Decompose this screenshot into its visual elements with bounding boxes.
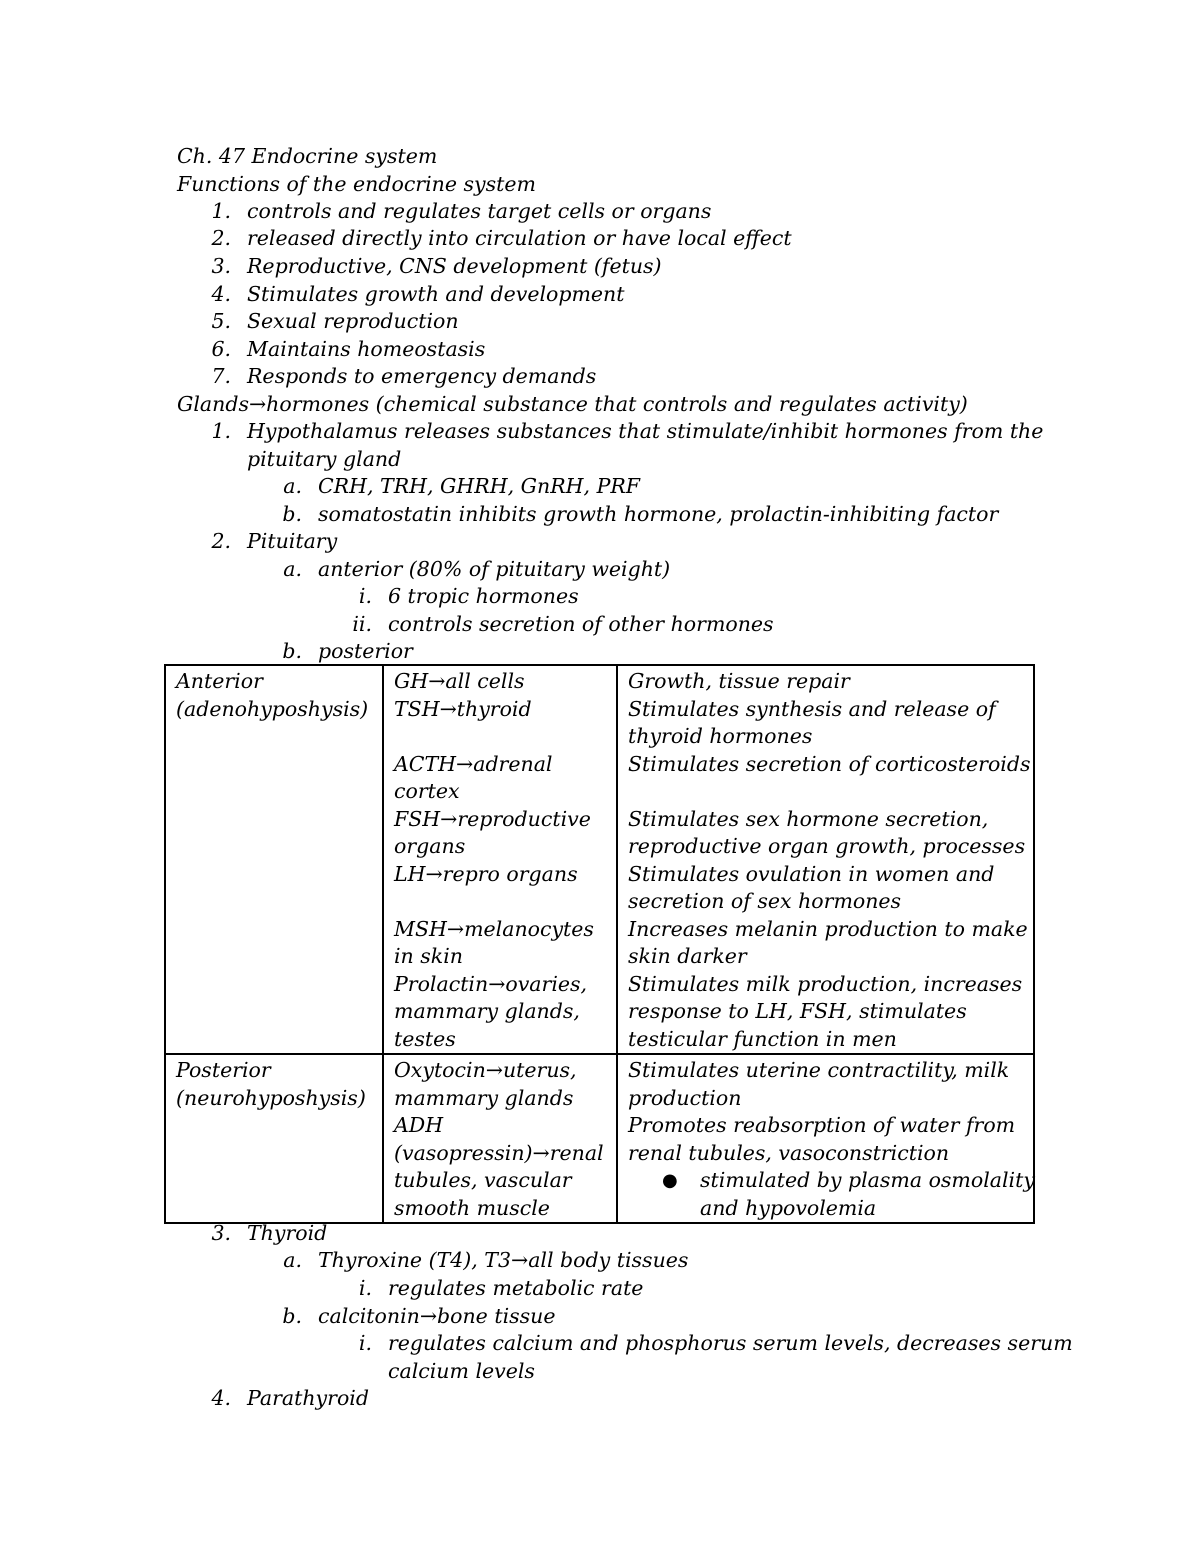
list-text-continuation: pituitary gland	[247, 447, 402, 471]
list-number: 2.	[211, 226, 231, 250]
list-text: anterior (80% of pituitary weight)	[318, 557, 671, 581]
pituitary-hormone-table	[164, 664, 1035, 1224]
list-text: Pituitary	[247, 529, 338, 553]
cell-line: Increases melanin production to make	[628, 916, 1028, 941]
cell-line: Stimulates secretion of corticosteroids	[628, 751, 1031, 776]
cell-line: smooth muscle	[394, 1195, 550, 1220]
lobe-name: Anterior	[176, 669, 263, 693]
cell-line: secretion of sex hormones	[628, 889, 902, 913]
cell-line: ACTH→adrenal	[394, 751, 553, 776]
list-text: CRH, TRH, GHRH, GnRH, PRF	[318, 474, 641, 498]
list-number: 3.	[211, 254, 231, 278]
cell-line: testicular function in men	[628, 1026, 897, 1051]
effect-cell	[617, 665, 1034, 1054]
list-text: released directly into circulation or have local effect	[247, 226, 792, 250]
cell-line: mammary glands,	[394, 999, 580, 1023]
cell-line: Promotes reabsorption of water from	[628, 1113, 1016, 1137]
cell-line: Stimulates milk production, increases	[628, 971, 1023, 996]
cell-line: Stimulates sex hormone secretion,	[628, 806, 989, 831]
cell-line	[628, 778, 1023, 806]
list-text: regulates metabolic rate	[388, 1276, 644, 1300]
cell-line: TSH→thyroid	[394, 696, 532, 721]
list-roman: i.	[358, 1331, 372, 1355]
list-number: 1.	[211, 419, 231, 443]
list-number: 7.	[211, 364, 231, 388]
cell-line: renal tubules, vasoconstriction	[628, 1140, 950, 1165]
lobe-cell	[165, 665, 383, 1054]
list-roman: i.	[358, 584, 372, 608]
cell-line: testes	[394, 1026, 456, 1051]
list-text: Stimulates growth and development	[247, 282, 625, 306]
list-number: 4.	[211, 282, 231, 306]
page-title: Ch. 47 Endocrine system	[177, 144, 438, 168]
cell-line: production	[628, 1085, 742, 1110]
list-letter: b.	[282, 1304, 302, 1328]
cell-line: Stimulates uterine contractility, milk	[628, 1058, 1010, 1082]
cell-line: tubules, vascular	[394, 1168, 572, 1192]
list-letter: a.	[283, 1248, 302, 1272]
bullet-item	[628, 1167, 1035, 1222]
effect-cell	[617, 1054, 1034, 1223]
list-letter: a.	[283, 557, 302, 581]
cell-line	[394, 888, 606, 916]
table-row-posterior	[165, 1054, 1034, 1223]
list-text-continuation: calcium levels	[388, 1359, 535, 1383]
cell-line: response to LH, FSH, stimulates	[628, 999, 967, 1023]
list-text: Thyroid	[247, 1221, 328, 1245]
list-text: posterior	[318, 639, 413, 663]
list-number: 1.	[211, 199, 231, 223]
list-text: Responds to emergency demands	[247, 364, 597, 388]
lobe-name: Posterior	[176, 1058, 271, 1082]
cell-line: skin darker	[628, 944, 747, 968]
list-text: regulates calcium and phosphorus serum levels, decreases serum	[388, 1331, 1073, 1355]
cell-line: Growth, tissue repair	[628, 669, 850, 693]
list-text: Parathyroid	[247, 1386, 369, 1410]
cell-line: Oxytocin→uterus,	[394, 1058, 577, 1082]
list-text: Maintains homeostasis	[247, 337, 486, 361]
list-number: 5.	[211, 309, 231, 333]
cell-line: thyroid hormones	[628, 724, 813, 748]
cell-line: Prolactin→ovaries,	[394, 971, 588, 996]
hormone-target-cell	[383, 665, 617, 1054]
cell-line: mammary glands	[394, 1085, 574, 1110]
list-letter: a.	[283, 474, 302, 498]
lobe-cell	[165, 1054, 383, 1223]
cell-line: FSH→reproductive	[394, 806, 591, 831]
glands-heading: Glands→hormones (chemical substance that controls and regulates activity)	[177, 392, 968, 416]
cell-line: and hypovolemia	[700, 1195, 877, 1220]
cell-line: Stimulates ovulation in women and	[628, 861, 995, 886]
cell-line: GH→all cells	[394, 669, 525, 693]
cell-line: organs	[394, 834, 466, 858]
list-text: Hypothalamus releases substances that stimulate/inhibit hormones from the	[247, 419, 1044, 443]
list-text: somatostatin inhibits growth hormone, prolactin-inhibiting factor	[318, 502, 999, 526]
table-row-anterior	[165, 665, 1034, 1054]
list-text: Reproductive, CNS development (fetus)	[247, 254, 662, 278]
bullet-icon: ●	[662, 1170, 678, 1191]
list-number: 6.	[211, 337, 231, 361]
list-letter: b.	[282, 502, 302, 526]
list-letter: b.	[282, 639, 302, 663]
hormone-target-cell	[383, 1054, 617, 1223]
list-text: 6 tropic hormones	[388, 584, 579, 608]
list-number: 2.	[211, 529, 231, 553]
cell-line	[394, 723, 606, 751]
list-text: Sexual reproduction	[247, 309, 459, 333]
lobe-alt-name: (adenohyposhysis)	[176, 696, 369, 721]
cell-line: (vasopressin)→renal	[394, 1140, 604, 1165]
cell-line: LH→repro organs	[394, 861, 578, 886]
list-number: 3.	[211, 1221, 231, 1245]
lobe-alt-name: (neurohyposhysis)	[176, 1085, 366, 1110]
cell-line: MSH→melanocytes	[394, 916, 594, 941]
cell-line: cortex	[394, 779, 460, 803]
list-number: 4.	[211, 1386, 231, 1410]
cell-line: in skin	[394, 944, 463, 968]
list-text: controls secretion of other hormones	[388, 612, 774, 636]
cell-line: Stimulates synthesis and release of	[628, 696, 996, 721]
list-text: controls and regulates target cells or organs	[247, 199, 712, 223]
cell-line: reproductive organ growth, processes	[628, 834, 1026, 858]
list-text: Thyroxine (T4), T3→all body tissues	[318, 1248, 689, 1272]
cell-line: ADH	[394, 1113, 444, 1137]
list-roman: ii.	[352, 612, 372, 636]
functions-heading: Functions of the endocrine system	[177, 172, 536, 196]
list-roman: i.	[358, 1276, 372, 1300]
cell-line: stimulated by plasma osmolality	[700, 1168, 1035, 1192]
list-text: calcitonin→bone tissue	[318, 1304, 556, 1328]
